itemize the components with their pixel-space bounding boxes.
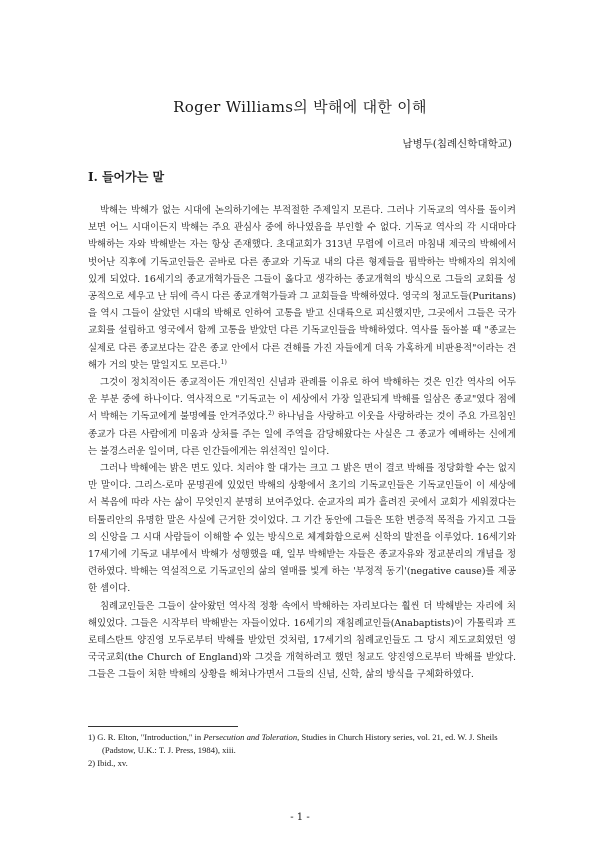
footnote-ref-1: 1)	[220, 358, 227, 366]
author-affiliation: 남병두(침례신학대학교)	[402, 138, 512, 150]
body-text	[88, 202, 516, 684]
footnote-1-post: , Studies in Church History series, vol. 21, ed. W. J. Sheils (Padstow, U.K.: T. J. Press, 1984), xiii.	[102, 732, 498, 755]
paragraph-4-text: 침례교인들은 그들이 살아왔던 역사적 정황 속에서 박해하는 자리보다는 훨씬 더 박해받는 자리에 처해있었다. 그들은 시작부터 박해받는 자들이었다. 16세기의 재침례교인들(Anabaptists)이 가톨릭과 프로테스탄트 양진영 모두로부터 박해를 받았던 것처럼, 17세기의 침례교인들도 그 당시 제도교회였던 영국국교회(the Church of England)와 그것을 개혁하려고 했던 청교도 양진영으로부터 박해를 받았다. 그들은 그들이 처한 박해의 상황을 해쳐나가면서 그들의 신념, 신학, 삶의 방식을 구체화하였다.	[88, 600, 516, 681]
footnote-1-book-title: Persecution and Toleration	[203, 732, 298, 742]
footnote-1	[88, 731, 516, 757]
paragraph-1	[88, 202, 516, 374]
paragraph-1-text: 박해는 박해가 없는 시대에 논의하기에는 부적절한 주제일지 모른다. 그러나 기독교의 역사를 돌이켜보면 어느 시대이든지 박해는 주요 관심사 중에 하나였음을 부인할 수 없다. 기독교 역사의 각 시대마다 박해하는 자와 박해받는 자는 항상 존재했다. 초대교회가 313년 무렵에 이르러 마침내 제국의 박해에서 벗어난 직후에 기독교인들은 곧바로 다른 종교와 기독교 내의 다른 형제들을 핍박하는 박해자의 위치에 있게 되었다. 16세기의 종교개혁가들은 그들이 옳다고 생각하는 종교개혁의 방식으로 그들의 교회를 성공적으로 세우고 난 뒤에 즉시 다른 종교개혁가들과 그 교회들을 박해하였다. 영국의 청교도들(Puritans)을 역시 그들이 살았던 시대의 박해로 인하여 고통을 받고 신대륙으로 피신했지만, 그곳에서 그들은 국가교회를 설립하고 영국에서 함께 고통을 받았던 다른 기독교인들을 박해하였다. 역사를 돌아볼 때 "종교는 실제로 다른 종교보다는 같은 종교 안에서 다른 견해를 가진 자들에게 더욱 가혹하게 비판용적"이라는 견해가 거의 맞는 말일지도 모른다.	[88, 205, 516, 371]
paragraph-2-tail: 하나님을 사랑하고 이웃을 사랑하라는 것이 주요 가르침인 종교가 다른 사람에게 미움과 상처를 주는 일에 주역을 감당해왔다는 사실은 그 종교가 예배하는 신에게는 불경스러운 일이며, 다른 인간들에게는 위선적인 일이다.	[88, 411, 516, 457]
footnote-ref-2: 2)	[267, 410, 275, 418]
section-heading: I. 들어가는 말	[88, 170, 165, 184]
paragraph-2	[88, 374, 516, 460]
paragraph-2-text: 그것이 정치적이든 종교적이든 개인적인 신념과 관례를 이유로 하여 박해하는 것은 인간 역사의 어두운 부분 중에 하나이다. 역사적으로 "기독교는 이 세상에서 가장 일관되게 박해를 일삼은 종교"였다 점에서 박해는 기독교에게 불명예를 안겨주었다.	[88, 377, 516, 423]
paragraph-4	[88, 598, 516, 684]
footnote-1-pre: 1) G. R. Elton, "Introduction," in	[88, 732, 204, 742]
footnotes	[88, 731, 516, 770]
footnote-2: 2) Ibid., xv.	[88, 758, 128, 768]
paper-title: Roger Williams의 박해에 대한 이해	[173, 98, 427, 116]
paragraph-3	[88, 460, 516, 598]
footnote-divider	[88, 726, 238, 727]
page-number: - 1 -	[290, 812, 310, 823]
paragraph-3-text: 그러나 박해에는 밝은 면도 있다. 치러야 할 대가는 크고 그 밝은 면이 결코 박해를 정당화할 수는 없지만 말이다. 그리스-로마 문명권에 있었던 박해의 상황에서 초기의 기독교인들은 기독교인들이 이 세상에서 복음에 따라 사는 삶이 무엇인지 분명히 보여주었다. 순교자의 피가 흘려진 곳에서 교회가 세워졌다는 터툴리안의 유명한 말은 사실에 근거한 것이었다. 그 기간 동안에 그들은 또한 변증적 목적을 가지고 그들의 신앙을 그 시대 사람들이 이해할 수 있는 방식으로 체계화함으로써 신학의 발전을 이루었다. 16세기와 17세기에 기독교 내부에서 박해가 성행했을 때, 일부 박해받는 자들은 종교자유와 정교분리의 개념을 정련하였다. 박해는 역설적으로 기독교인의 삶의 열매를 빛게 하는 '부정적 동기'(negative cause)를 제공한 셈이다.	[88, 463, 516, 595]
